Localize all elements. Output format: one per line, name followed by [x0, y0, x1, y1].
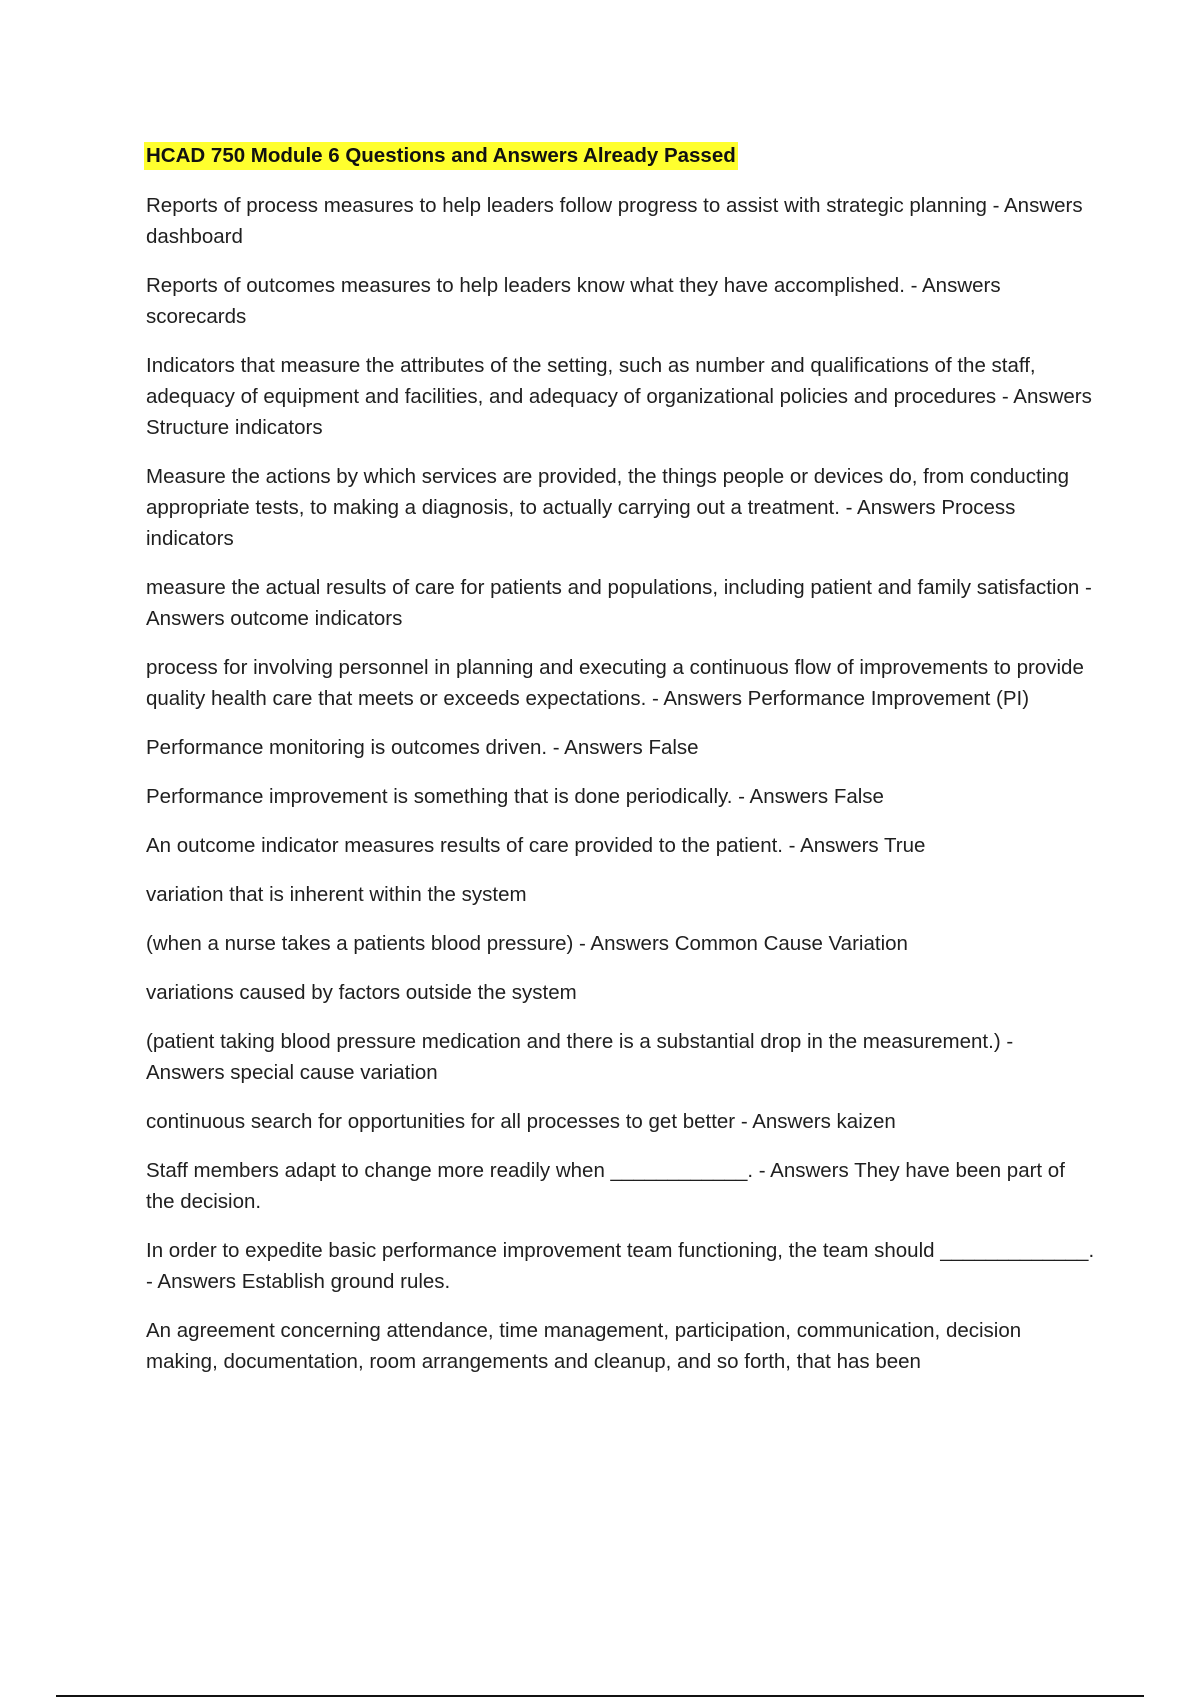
- question-text: Reports of process measures to help leaders follow progress to assist with strategic planning -: [146, 194, 1004, 217]
- question-text: Performance monitoring is outcomes driven. -: [146, 736, 565, 759]
- question-text: measure the actual results of care for patients and populations, including patient and family satisfaction -: [146, 576, 1097, 599]
- answer-text: Answers Structure indicators: [146, 385, 1098, 439]
- answer-text: Answers False: [749, 785, 884, 808]
- question-text: continuous search for opportunities for all processes to get better -: [146, 1110, 753, 1133]
- answer-text: Answers True: [800, 834, 926, 857]
- qa-entry-3: [146, 350, 1096, 443]
- qa-entry-14: [146, 1106, 1096, 1137]
- question-text: Reports of outcomes measures to help leaders know what they have accomplished. -: [146, 274, 922, 297]
- answer-text: Answers scorecards: [146, 274, 1007, 328]
- qa-entry-4: [146, 461, 1096, 554]
- answer-text: Answers False: [564, 736, 699, 759]
- question-text: (patient taking blood pressure medication and there is a substantial drop in the measurement.) -: [146, 1030, 1018, 1053]
- qa-entry-8: [146, 781, 1096, 812]
- question-text: process for involving personnel in planning and executing a continuous flow of improvements to provide quality health care that meets or exceeds expectations. -: [146, 656, 1090, 710]
- qa-entry-6: [146, 652, 1096, 714]
- answer-text: Answers kaizen: [752, 1110, 896, 1133]
- answer-text: Answers Establish ground rules.: [157, 1270, 451, 1293]
- question-text: Performance improvement is something that is done periodically. -: [146, 785, 750, 808]
- answer-text: Answers dashboard: [146, 194, 1089, 248]
- qa-entry-7: [146, 732, 1096, 763]
- page-bottom-rule: [56, 1695, 1144, 1697]
- question-text: variation that is inherent within the system: [146, 883, 527, 906]
- qa-entry-5: [146, 572, 1096, 634]
- question-text: In order to expedite basic performance improvement team functioning, the team should _____________. -: [146, 1239, 1100, 1293]
- question-text: (when a nurse takes a patients blood pressure) -: [146, 932, 591, 955]
- qa-entry-2: [146, 270, 1096, 332]
- question-text: An agreement concerning attendance, time management, participation, communication, decision making, documentation, room arrangements and cleanup, and so forth, that has been: [146, 1319, 1027, 1373]
- question-text: Measure the actions by which services are provided, the things people or devices do, from conducting appropriate tests, to making a diagnosis, to actually carrying out a treatment. -: [146, 465, 1075, 519]
- question-text: Indicators that measure the attributes of the setting, such as number and qualifications of the staff, adequacy of equipment and facilities, and adequacy of organizational policies and procedures -: [146, 354, 1042, 408]
- qa-entry-15: [146, 1155, 1096, 1217]
- document-page: [146, 142, 1100, 1395]
- question-text: variations caused by factors outside the system: [146, 981, 577, 1004]
- qa-entry-11: [146, 928, 1096, 959]
- question-text: An outcome indicator measures results of care provided to the patient. -: [146, 834, 801, 857]
- qa-entry-13: [146, 1026, 1096, 1088]
- qa-entry-9: [146, 830, 1096, 861]
- document-title: HCAD 750 Module 6 Questions and Answers Already Passed: [144, 142, 738, 170]
- answer-text: Answers outcome indicators: [146, 607, 403, 630]
- answer-text: Answers Common Cause Variation: [590, 932, 908, 955]
- qa-entry-1: [146, 190, 1096, 252]
- answer-text: Answers Performance Improvement (PI): [663, 687, 1030, 710]
- answer-text: Answers Process indicators: [146, 496, 1022, 550]
- qa-entry-17: [146, 1315, 1096, 1377]
- question-text: Staff members adapt to change more readily when ____________. -: [146, 1159, 771, 1182]
- qa-entry-16: [146, 1235, 1100, 1297]
- answer-text: Answers special cause variation: [146, 1061, 438, 1084]
- qa-entry-12: [146, 977, 1096, 1008]
- answer-text: Answers They have been part of the decision.: [146, 1159, 1071, 1213]
- qa-entry-10: [146, 879, 1096, 910]
